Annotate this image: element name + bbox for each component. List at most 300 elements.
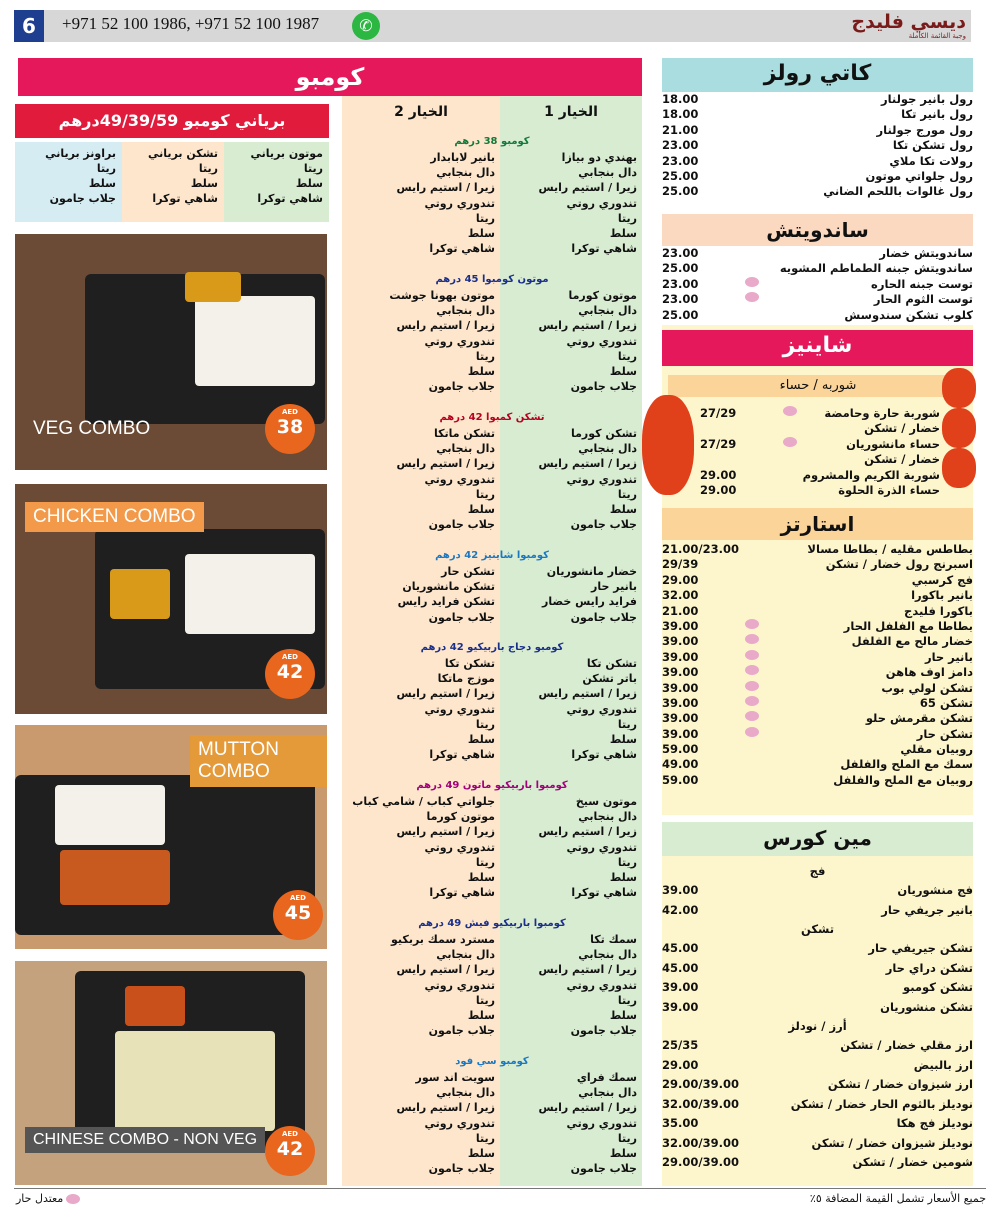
menu-item-price: 49.00 — [662, 757, 699, 772]
menu-item-price: 23.00 — [662, 153, 699, 168]
menu-item-price: 32.00/39.00 — [662, 1096, 739, 1111]
menu-item-name: تشكن 65 — [919, 695, 973, 710]
combo-item: ريتا — [475, 349, 495, 363]
combo-item: بانير لابابدار — [430, 151, 495, 164]
chinese-combo-photo — [15, 961, 327, 1185]
menu-item — [662, 246, 973, 261]
mutton-combo-photo — [15, 725, 327, 949]
combo-item: زيرا / استيم رايس — [538, 687, 637, 701]
combo-item: تندوري روتي — [566, 472, 637, 486]
hot-icon — [783, 406, 797, 416]
combo-item: زيرا / استيم رايس — [538, 963, 637, 977]
menu-item-price: 25/35 — [662, 1038, 699, 1052]
menu-item-name: حساء الذرة الحلوة — [838, 482, 940, 497]
combo-item: زيرا / استيم رايس — [396, 825, 495, 839]
menu-item — [662, 1036, 973, 1056]
menu-item — [662, 711, 973, 726]
combo-block-option2 — [347, 288, 495, 394]
menu-item — [662, 277, 973, 292]
main-course-group: أرز / نودلز — [788, 1019, 847, 1033]
menu-item — [662, 1153, 973, 1173]
combo-block-option1 — [505, 656, 637, 762]
menu-item-name: دامز اوف هاهن — [885, 665, 973, 680]
menu-item-name: تشكن مقرمش حلو — [865, 711, 973, 726]
logo — [851, 12, 966, 40]
combo-item: سلط — [609, 1009, 637, 1023]
menu-item — [662, 573, 973, 588]
menu-item — [662, 308, 973, 323]
combo-item: موتون بهونا جوشت — [389, 289, 495, 302]
menu-item-name: ساندويتش جبنه الطماطم المشويه — [779, 261, 973, 276]
menu-item-name: سمك مع الملح والفلفل — [840, 757, 973, 772]
menu-item — [662, 650, 973, 665]
footer-line — [14, 1188, 986, 1189]
combo-item: موزج ماتكا — [437, 672, 495, 686]
menu-item-price: 25.00 — [662, 168, 699, 183]
combo-item: زيرا / استيم رايس — [538, 1101, 637, 1115]
combo-block-option1 — [505, 1070, 637, 1176]
combo-item: جلاب جامون — [428, 1024, 495, 1038]
combo-item: تندوري روتي — [424, 840, 495, 854]
combo-item: موتون كورما — [568, 289, 637, 302]
combo-item: جلاب جامون — [428, 610, 495, 624]
menu-item — [700, 421, 940, 436]
lantern-icon — [642, 395, 694, 495]
combo-item: جلاب جامون — [570, 518, 637, 532]
menu-item-price: 59.00 — [662, 742, 699, 757]
combo-item: باتر تشكن — [582, 672, 637, 686]
menu-item-name: بانير جريفي حار — [881, 902, 973, 917]
combo-block-option2 — [347, 1070, 495, 1176]
lantern-icon — [942, 368, 976, 408]
combo-item: تندوري روتي — [566, 334, 637, 348]
menu-item — [662, 978, 973, 998]
menu-item-name: خضار / تشكن — [864, 452, 940, 467]
soup-title: شوربه / حساء — [668, 375, 968, 397]
menu-item-name: تشكن جيريفي حار — [868, 941, 973, 955]
combo-item: دال بنجابي — [436, 442, 495, 456]
menu-item-name: رول غالوات باللحم الضاني — [823, 184, 973, 199]
combo-item: دال بنجابي — [578, 442, 637, 456]
combo-item: سلط — [467, 733, 495, 747]
combo-item: جلاب جامون — [570, 380, 637, 394]
whatsapp-icon[interactable]: ✆ — [352, 12, 380, 40]
menu-item-price: 29.00 — [662, 1057, 699, 1072]
combo-item: تندوري روتي — [424, 334, 495, 348]
menu-item-price: 21.00 — [662, 603, 699, 618]
chinese-combo-label: CHINESE COMBO - NON VEG — [25, 1127, 265, 1153]
menu-item-name: باكورا فليدج — [904, 603, 973, 618]
menu-item-name: رول تشكن تكا — [892, 138, 973, 153]
menu-item-price: 42.00 — [662, 902, 699, 917]
combo-item: زيرا / استيم رايس — [396, 687, 495, 701]
combo-block-title: تشكن كمبوا 42 درهم — [439, 412, 545, 423]
menu-item-price: 32.00/39.00 — [662, 1135, 739, 1150]
combo-item: ريتا — [617, 1131, 637, 1145]
menu-item — [662, 154, 973, 169]
menu-item — [662, 757, 973, 772]
menu-item — [662, 1075, 973, 1095]
combo-block-option1 — [505, 564, 637, 625]
menu-item-price: 32.00 — [662, 588, 699, 603]
combo-item: ريتا — [617, 487, 637, 501]
menu-item-name: نوديلز فج هكا — [896, 1116, 973, 1130]
hot-icon — [745, 634, 759, 644]
combo-item: دال بنجابي — [436, 1086, 495, 1100]
combo-block-title: كومبوا باربيكيو فيش 49 درهم — [418, 918, 566, 929]
menu-item-price: 35.00 — [662, 1116, 699, 1130]
menu-item-name: ارز بالبيض — [913, 1057, 973, 1072]
menu-item-name: ارز مقلي خضار / تشكن — [840, 1038, 973, 1052]
menu-item-name: رول بانير جولنار — [880, 92, 973, 106]
combo-item: سلط — [467, 365, 495, 379]
combo-item: مسترد سمك بربكيو — [391, 933, 495, 946]
menu-item — [662, 292, 973, 307]
combo-item: تشكن تكا — [586, 657, 637, 670]
combo-item: تندوري روتي — [566, 196, 637, 210]
menu-item-name: حساء مانشوريان — [846, 436, 940, 451]
menu-item-price: 18.00 — [662, 107, 699, 122]
combo-item: تشكن ماتكا — [433, 427, 495, 440]
combo-item: سلط — [609, 227, 637, 241]
hot-icon — [783, 437, 797, 447]
menu-item-price: 29.00 — [700, 467, 737, 482]
chinese-combo-price: AED 42 — [265, 1126, 315, 1176]
hot-icon — [745, 696, 759, 706]
kati-rolls-title: كاتي رولز — [662, 58, 973, 92]
combo-item: ريتا — [617, 717, 637, 731]
menu-item-price: 39.00 — [662, 980, 699, 994]
combo-item: تندوري روتي — [424, 196, 495, 210]
menu-item-name: خضار / تشكن — [864, 421, 940, 436]
combo-item: تشكن فرايد رايس — [397, 595, 495, 609]
combo-item: ريتا — [617, 349, 637, 363]
combo-item: جلاب جامون — [570, 1024, 637, 1038]
menu-item-name: روبيان مقلي — [900, 742, 973, 757]
biryani-col-2: تشكن برياني ريتا سلط شاهي توكرا — [122, 142, 224, 222]
menu-item-name: شومين خضار / تشكن — [852, 1155, 973, 1169]
menu-item-price: 45.00 — [662, 941, 699, 955]
combo-item: تندوري روتي — [566, 702, 637, 716]
soup-list — [700, 406, 940, 498]
page-number: 6 — [14, 10, 44, 42]
hot-icon — [745, 292, 759, 302]
menu-item — [662, 557, 973, 572]
chicken-combo-price: AED 42 — [265, 649, 315, 699]
combo-block-title: كومبوا باربيكيو ماتون 49 درهم — [416, 780, 568, 791]
combo-item: سويت اند سور — [415, 1071, 495, 1084]
menu-item-price: 21.00/23.00 — [662, 542, 739, 556]
menu-item — [662, 542, 973, 557]
menu-item-price: 39.00 — [662, 665, 699, 680]
combo-item: سلط — [609, 503, 637, 517]
combo-item: موتون كورما — [426, 810, 495, 824]
menu-item-name: نوديلز بالثوم الحار خضار / تشكن — [790, 1096, 973, 1111]
menu-item-name: نوديلز شيزوان خضار / تشكن — [811, 1135, 973, 1150]
combo-item: زيرا / استيم رايس — [538, 319, 637, 333]
hot-icon — [745, 619, 759, 629]
menu-item-name: توست جبنه الحاره — [871, 276, 973, 291]
menu-item-price: 45.00 — [662, 960, 699, 975]
menu-item-price: 59.00 — [662, 772, 699, 787]
menu-item-price: 27/29 — [700, 406, 737, 420]
menu-item — [662, 881, 973, 901]
menu-item — [662, 107, 973, 122]
menu-item-name: تشكن دراي حار — [885, 960, 973, 975]
combo-block-option2 — [347, 932, 495, 1038]
combo-item: جلاب جامون — [428, 1162, 495, 1176]
veg-combo-photo — [15, 234, 327, 470]
combo-item: خضار مانشوريان — [546, 565, 637, 578]
main-course-group: تشكن — [800, 922, 835, 936]
logo-name: ديسي فليدج — [851, 11, 966, 33]
kati-rolls-list — [662, 92, 973, 200]
menu-item — [662, 1056, 973, 1076]
combo-item: سمك تكا — [590, 933, 637, 946]
menu-item — [700, 437, 940, 452]
combo-item: ريتا — [475, 487, 495, 501]
menu-item — [662, 727, 973, 742]
combo-item: دال بنجابي — [578, 810, 637, 824]
vat-note: جميع الأسعار تشمل القيمة المضافة ٥٪ — [809, 1192, 986, 1205]
combo-block-title: كومبوا شاينيز 42 درهم — [435, 550, 549, 561]
menu-item — [662, 184, 973, 199]
combo-item: زيرا / استيم رايس — [396, 319, 495, 333]
combo-item: تندوري روتي — [566, 978, 637, 992]
menu-item-name: كلوب تشكن سندوسش — [844, 307, 973, 322]
menu-item-name: شوربة الكريم والمشروم — [802, 467, 940, 482]
combo-item: فرايد رايس خضار — [542, 595, 637, 609]
legend: معتدل حار — [16, 1192, 83, 1205]
combo-block-option1 — [505, 932, 637, 1038]
combo-item: زيرا / استيم رايس — [396, 963, 495, 977]
menu-item-name: ساندويتش خضار — [879, 246, 973, 260]
menu-item-price: 25.00 — [662, 261, 699, 276]
menu-item — [662, 169, 973, 184]
combo-item: سلط — [467, 871, 495, 885]
combo-item: تندوري روتي — [424, 702, 495, 716]
combo-block-option1 — [505, 150, 637, 256]
combo-item: تندوري روتي — [566, 1116, 637, 1130]
combo-item: موتون سيخ — [575, 795, 637, 808]
menu-item — [662, 773, 973, 788]
combo-item: جلواتي كباب / شامي كباب — [352, 795, 495, 808]
hot-icon — [745, 711, 759, 721]
menu-item — [662, 959, 973, 979]
menu-item-price: 39.00 — [662, 618, 699, 633]
combo-block-title: كومبو دجاج باربيكيو 42 درهم — [420, 642, 564, 653]
combo-item: جلاب جامون — [570, 1162, 637, 1176]
option2-header: الخيار 2 — [394, 104, 448, 120]
menu-item — [662, 681, 973, 696]
hot-icon — [745, 650, 759, 660]
biryani-col-1: موتون برياني ريتا سلط شاهي توكرا — [224, 142, 329, 222]
menu-item-name: فج منشوريان — [897, 883, 973, 897]
menu-item-price — [700, 421, 780, 436]
menu-item — [662, 261, 973, 276]
combo-item: ريتا — [617, 211, 637, 225]
combo-item: ريتا — [475, 855, 495, 869]
combo-block-title: موتون كومبوا 45 درهم — [435, 274, 549, 285]
combo-item: شاهي توكرا — [429, 748, 495, 762]
combo-item: تشكن تكا — [444, 657, 495, 670]
menu-item-price: 27/29 — [700, 436, 737, 451]
menu-item-price: 39.00 — [662, 634, 699, 649]
menu-item — [662, 92, 973, 107]
combo-item: زيرا / استيم رايس — [396, 1101, 495, 1115]
combo-block-title: كومبو 38 درهم — [454, 136, 530, 147]
menu-item — [662, 665, 973, 680]
menu-item — [662, 742, 973, 757]
menu-item — [662, 1114, 973, 1134]
combo-item: جلاب جامون — [428, 380, 495, 394]
combo-item: سلط — [609, 1147, 637, 1161]
combo-item: بانير حار — [591, 580, 637, 594]
menu-item-name: تشكن منشوريان — [880, 999, 973, 1014]
menu-item — [662, 604, 973, 619]
combo-item: دال بنجابي — [436, 948, 495, 962]
menu-item-price: 39.00 — [662, 695, 699, 710]
hot-icon — [66, 1194, 80, 1204]
chicken-combo-photo — [15, 484, 327, 714]
menu-item — [700, 406, 940, 421]
combo-item: سلط — [609, 733, 637, 747]
combo-item: شاهي توكرا — [429, 886, 495, 900]
menu-item — [662, 901, 973, 921]
biryani-combo-title: برياني كومبو 49/39/59درهم — [15, 104, 329, 138]
menu-item — [662, 1134, 973, 1154]
menu-item — [662, 634, 973, 649]
menu-item — [662, 939, 973, 959]
menu-item-price: 23.00 — [662, 246, 699, 260]
veg-combo-price: AED 38 — [265, 404, 315, 454]
combo-item: زيرا / استيم رايس — [396, 181, 495, 195]
combo-item: سلط — [609, 871, 637, 885]
menu-item — [662, 696, 973, 711]
menu-item — [662, 123, 973, 138]
combo-block-option2 — [347, 426, 495, 532]
menu-item — [700, 468, 940, 483]
combo-item: تشكن كورما — [570, 427, 637, 440]
menu-item-price: 29/39 — [662, 557, 699, 572]
lantern-icon — [942, 448, 976, 488]
combo-block-title: كومبو سي فود — [455, 1056, 529, 1067]
combo-item: دال بنجابي — [436, 304, 495, 318]
menu-item — [662, 619, 973, 634]
menu-item-price: 25.00 — [662, 184, 699, 199]
combo-item: تندوري روتي — [424, 1116, 495, 1130]
combo-item: جلاب جامون — [428, 518, 495, 532]
combo-item: دال بنجابي — [578, 1086, 637, 1100]
menu-item — [662, 1095, 973, 1115]
combo-block-option1 — [505, 288, 637, 394]
biryani-col-3: براونز برياني ريتا سلط جلاب جامون — [15, 142, 122, 222]
menu-item-name: تشكن حار — [916, 726, 973, 741]
main-course-list — [662, 862, 973, 1173]
menu-item-name: بطاطس مقليه / بطاطا مسالا — [807, 542, 973, 556]
main-course-group: فج — [809, 864, 826, 878]
menu-item — [662, 588, 973, 603]
menu-item-name: رول جلواتي موتون — [865, 168, 973, 183]
menu-item-price: 39.00 — [662, 680, 699, 695]
combo-item: ريتا — [617, 993, 637, 1007]
combo-item: دال بنجابي — [578, 166, 637, 180]
hot-icon — [745, 727, 759, 737]
starters-list — [662, 542, 973, 788]
menu-item-name: تشكن لولي بوب — [881, 680, 973, 695]
logo-sub: وجبة القائمة الكاملة — [908, 32, 966, 40]
combo-title: كومبو — [18, 58, 642, 96]
menu-item-name: توست الثوم الحار — [873, 292, 973, 307]
menu-item-name: بطاطا مع الفلفل الحار — [843, 618, 973, 633]
combo-item: شاهي توكرا — [571, 748, 637, 762]
combo-item: سمك فراي — [576, 1071, 637, 1084]
combo-block-option1 — [505, 794, 637, 900]
combo-item: ريتا — [475, 1131, 495, 1145]
combo-item: شاهي توكرا — [571, 242, 637, 256]
menu-item — [700, 452, 940, 467]
combo-block-option2 — [347, 150, 495, 256]
combo-block-option1 — [505, 426, 637, 532]
menu-item-price: 39.00 — [662, 711, 699, 726]
combo-item: زيرا / استيم رايس — [538, 181, 637, 195]
combo-item: تندوري روتي — [424, 472, 495, 486]
menu-item-price: 29.00/39.00 — [662, 1077, 739, 1091]
combo-block-option2 — [347, 794, 495, 900]
combo-item: بهندي دو بيازا — [561, 151, 637, 164]
chicken-combo-label: CHICKEN COMBO — [25, 502, 204, 532]
combo-item: جلاب جامون — [570, 610, 637, 624]
menu-item-price: 39.00 — [662, 883, 699, 897]
menu-item-price: 39.00 — [662, 726, 699, 741]
combo-block-option2 — [347, 564, 495, 625]
combo-item: تندوري روتي — [424, 978, 495, 992]
menu-item-price: 21.00 — [662, 122, 699, 137]
menu-item — [700, 483, 940, 498]
menu-item-name: ارز شيزوان خضار / تشكن — [827, 1077, 973, 1091]
menu-item-price: 39.00 — [662, 649, 699, 664]
veg-combo-label: VEG COMBO — [33, 418, 151, 439]
menu-item-name: خضار مالح مع الفلفل — [851, 634, 973, 649]
combo-item: دال بنجابي — [578, 304, 637, 318]
menu-item-price: 29.00 — [662, 572, 699, 587]
starters-title: استارتز — [662, 508, 973, 540]
combo-item: زيرا / استيم رايس — [538, 825, 637, 839]
combo-item: شاهي توكرا — [571, 886, 637, 900]
combo-item: ريتا — [617, 855, 637, 869]
menu-item-price — [700, 452, 780, 467]
combo-item: تشكن حار — [441, 565, 495, 578]
menu-item — [662, 998, 973, 1018]
menu-item-name: تشكن كومبو — [903, 980, 973, 994]
menu-item-name: رول بانير تكا — [901, 107, 973, 122]
combo-item: زيرا / استيم رايس — [538, 457, 637, 471]
phone-numbers[interactable]: +971 52 100 1986, +971 52 100 1987 — [62, 14, 320, 33]
menu-item-name: رولات تكا ملاي — [889, 153, 973, 168]
combo-item: ريتا — [475, 993, 495, 1007]
combo-block-option2 — [347, 656, 495, 762]
menu-item-price: 23.00 — [662, 138, 699, 153]
hot-icon — [745, 665, 759, 675]
combo-item: سلط — [467, 227, 495, 241]
mutton-combo-label: MUTTON COMBO — [190, 735, 327, 787]
hot-icon — [745, 277, 759, 287]
menu-item-name: فج كرسبي — [911, 572, 973, 587]
menu-item-name: بانير باكورا — [911, 588, 973, 603]
combo-item: زيرا / استيم رايس — [396, 457, 495, 471]
menu-item-name: شوربة حارة وحامضة — [824, 406, 940, 420]
mutton-combo-price: AED 45 — [273, 890, 323, 940]
